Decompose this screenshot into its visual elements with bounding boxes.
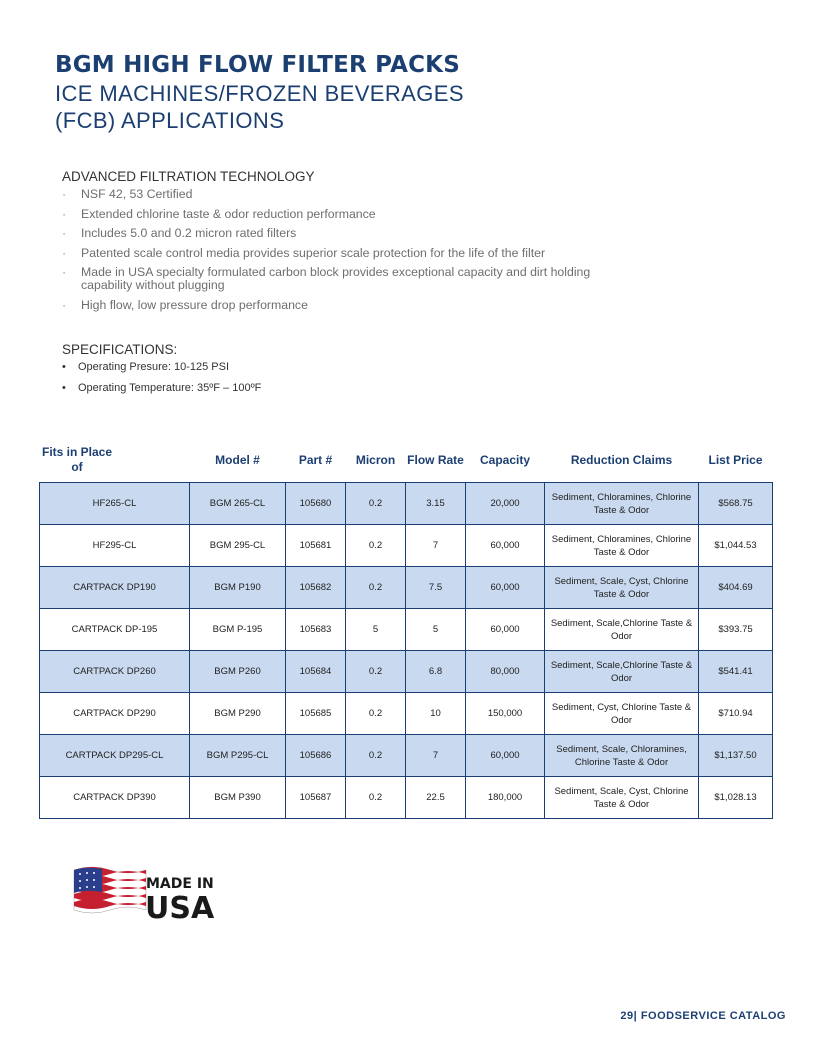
fits-in-place-of-cell: CARTPACK DP260 [40, 651, 190, 693]
reduction-claims-cell: Sediment, Scale,Chlorine Taste & Odor [545, 651, 699, 693]
fits-in-place-of-cell: HF265-CL [40, 483, 190, 525]
table-row [40, 651, 773, 693]
made-in-usa-logo [72, 864, 232, 924]
reduction-claims-cell: Sediment, Scale, Cyst, Chlorine Taste & Odor [545, 777, 699, 819]
bullet-icon: • [62, 382, 66, 394]
part-cell: 105682 [286, 567, 346, 609]
capacity-cell: 150,000 [466, 693, 545, 735]
capacity-cell: 60,000 [466, 567, 545, 609]
bullet-icon: · [62, 245, 67, 260]
part-cell: 105687 [286, 777, 346, 819]
list-price-cell: $541.41 [699, 651, 773, 693]
part-cell: 105683 [286, 609, 346, 651]
capacity-cell: 60,000 [466, 525, 545, 567]
feature-item: · Includes 5.0 and 0.2 micron rated filters [62, 226, 297, 240]
column-header: Part # [298, 452, 333, 467]
fits-in-place-of-cell: CARTPACK DP390 [40, 777, 190, 819]
flow-rate-cell: 22.5 [406, 777, 466, 819]
flow-rate-cell: 7.5 [406, 567, 466, 609]
specifications-list [62, 361, 462, 395]
micron-cell: 0.2 [346, 483, 406, 525]
spec-item: • Operating Temperature: 35ºF – 100ºF [62, 382, 262, 394]
flow-rate-cell: 7 [406, 525, 466, 567]
table-row [40, 525, 773, 567]
column-header: List Price [708, 452, 763, 467]
flow-rate-cell: 10 [406, 693, 466, 735]
micron-cell: 0.2 [346, 777, 406, 819]
table-row [40, 777, 773, 819]
micron-cell: 0.2 [346, 651, 406, 693]
column-header: Fits in Place of [41, 445, 113, 474]
capacity-cell: 60,000 [466, 609, 545, 651]
table-header-row [40, 442, 773, 483]
reduction-claims-cell: Sediment, Chloramines, Chlorine Taste & Odor [545, 525, 699, 567]
bullet-icon: · [62, 206, 67, 221]
table-row [40, 735, 773, 777]
logo-text-usa: USA [145, 891, 215, 924]
column-header: Capacity [479, 452, 531, 467]
feature-item: · NSF 42, 53 Certified [62, 187, 193, 201]
micron-cell: 5 [346, 609, 406, 651]
model-cell: BGM P290 [190, 693, 286, 735]
fits-in-place-of-cell: CARTPACK DP295-CL [40, 735, 190, 777]
bullet-icon: · [62, 297, 67, 312]
micron-cell: 0.2 [346, 525, 406, 567]
part-cell: 105685 [286, 693, 346, 735]
model-cell: BGM P260 [190, 651, 286, 693]
specifications-heading: SPECIFICATIONS: [62, 342, 178, 357]
table-row [40, 483, 773, 525]
micron-cell: 0.2 [346, 567, 406, 609]
micron-cell: 0.2 [346, 735, 406, 777]
bullet-icon: · [62, 226, 67, 240]
features-section [62, 169, 622, 318]
table-row [40, 567, 773, 609]
table-row [40, 609, 773, 651]
page-title: BGM HIGH FLOW FILTER PACKS [55, 52, 460, 78]
page-header [55, 50, 464, 134]
model-cell: BGM P-195 [190, 609, 286, 651]
flow-rate-cell: 6.8 [406, 651, 466, 693]
page-subtitle-line2: (FCB) APPLICATIONS [55, 108, 285, 133]
list-price-cell: $404.69 [699, 567, 773, 609]
bullet-icon: · [62, 187, 67, 201]
bullet-icon: · [62, 265, 67, 279]
page-number: 29 [620, 1010, 634, 1022]
logo-text-made-in: MADE IN [146, 876, 214, 892]
list-price-cell: $1,137.50 [699, 735, 773, 777]
flow-rate-cell: 3.15 [406, 483, 466, 525]
capacity-cell: 180,000 [466, 777, 545, 819]
list-price-cell: $568.75 [699, 483, 773, 525]
feature-item: · High flow, low pressure drop performance [62, 297, 308, 312]
model-cell: BGM 295-CL [190, 525, 286, 567]
table-row [40, 693, 773, 735]
part-cell: 105680 [286, 483, 346, 525]
list-price-cell: $393.75 [699, 609, 773, 651]
column-header: Micron [355, 452, 396, 467]
flow-rate-cell: 5 [406, 609, 466, 651]
bullet-icon: • [62, 361, 66, 373]
page-footer [620, 1010, 786, 1022]
part-cell: 105686 [286, 735, 346, 777]
fits-in-place-of-cell: CARTPACK DP-195 [40, 609, 190, 651]
catalog-label: FOODSERVICE CATALOG [640, 1010, 786, 1022]
column-header: Reduction Claims [570, 452, 673, 467]
page-subtitle-line1: ICE MACHINES/FROZEN BEVERAGES [55, 81, 464, 106]
reduction-claims-cell: Sediment, Chloramines, Chlorine Taste & Odor [545, 483, 699, 525]
capacity-cell: 60,000 [466, 735, 545, 777]
fits-in-place-of-cell: CARTPACK DP190 [40, 567, 190, 609]
capacity-cell: 20,000 [466, 483, 545, 525]
list-price-cell: $1,044.53 [699, 525, 773, 567]
spec-item: • Operating Presure: 10-125 PSI [62, 361, 230, 373]
feature-item: · Extended chlorine taste & odor reduction performance [62, 206, 376, 221]
model-cell: BGM P390 [190, 777, 286, 819]
features-list [62, 188, 622, 312]
american-flag-icon [74, 867, 146, 913]
features-heading: ADVANCED FILTRATION TECHNOLOGY [62, 169, 315, 184]
flow-rate-cell: 7 [406, 735, 466, 777]
model-cell: BGM 265-CL [190, 483, 286, 525]
footer-separator: | [633, 1010, 638, 1022]
fits-in-place-of-cell: CARTPACK DP290 [40, 693, 190, 735]
column-header: Model # [215, 452, 260, 467]
part-cell: 105684 [286, 651, 346, 693]
reduction-claims-cell: Sediment, Scale, Cyst, Chlorine Taste & Odor [545, 567, 699, 609]
specifications-section [62, 342, 462, 403]
reduction-claims-cell: Sediment, Scale,Chlorine Taste & Odor [545, 609, 699, 651]
fits-in-place-of-cell: HF295-CL [40, 525, 190, 567]
model-cell: BGM P190 [190, 567, 286, 609]
reduction-claims-cell: Sediment, Scale, Chloramines, Chlorine Taste & Odor [545, 735, 699, 777]
list-price-cell: $710.94 [699, 693, 773, 735]
column-header: Flow Rate [407, 452, 464, 467]
list-price-cell: $1,028.13 [699, 777, 773, 819]
capacity-cell: 80,000 [466, 651, 545, 693]
feature-item: · Patented scale control media provides superior scale protection for the life of the filter [62, 245, 546, 260]
micron-cell: 0.2 [346, 693, 406, 735]
feature-item: · Made in USA specialty formulated carbon block provides exceptional capacity and dirt holding capability without plugging [62, 265, 591, 292]
model-cell: BGM P295-CL [190, 735, 286, 777]
part-cell: 105681 [286, 525, 346, 567]
product-table [39, 442, 773, 819]
reduction-claims-cell: Sediment, Cyst, Chlorine Taste & Odor [545, 693, 699, 735]
